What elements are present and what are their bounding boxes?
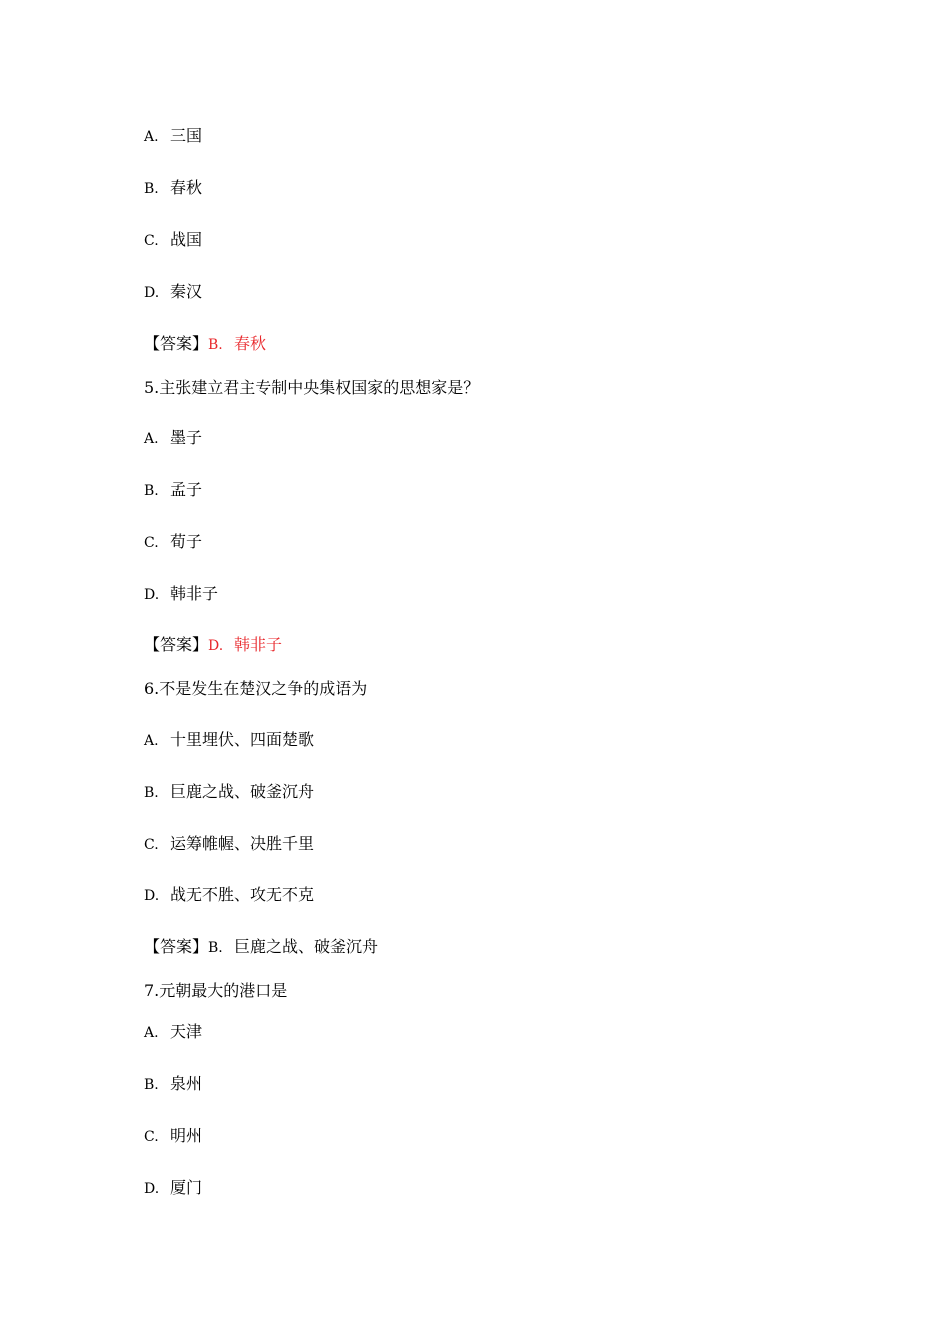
option-letter: A. — [144, 129, 159, 145]
option-text: 秦汉 — [170, 282, 203, 301]
option-b — [144, 782, 314, 803]
question-title: 6.不是发生在楚汉之争的成语为 — [144, 679, 368, 698]
answer-text: 春秋 — [234, 334, 267, 353]
option-letter: B. — [144, 181, 159, 197]
option-d — [144, 1178, 202, 1199]
answer-text: 韩非子 — [234, 635, 283, 654]
option-text: 墨子 — [170, 428, 203, 447]
option-text: 战无不胜、攻无不克 — [170, 885, 315, 904]
option-text: 泉州 — [170, 1074, 203, 1093]
answer-letter: B. — [208, 337, 223, 353]
option-a — [144, 1022, 202, 1043]
option-text: 孟子 — [170, 480, 203, 499]
option-text: 战国 — [170, 230, 203, 249]
question-title: 5.主张建立君主专制中央集权国家的思想家是？ — [144, 378, 480, 397]
option-text: 韩非子 — [170, 584, 219, 603]
option-text: 运筹帷幄、决胜千里 — [170, 834, 315, 853]
option-letter: C. — [144, 535, 159, 551]
option-letter: A. — [144, 431, 159, 447]
option-b — [144, 178, 202, 199]
option-letter: D. — [144, 285, 160, 301]
answer-prefix: 【答案】 — [144, 635, 209, 654]
option-c — [144, 532, 202, 553]
option-text: 巨鹿之战、破釜沉舟 — [170, 782, 315, 801]
option-letter: B. — [144, 483, 159, 499]
option-letter: C. — [144, 837, 159, 853]
option-a — [144, 428, 202, 449]
option-text: 天津 — [170, 1022, 203, 1041]
option-text: 三国 — [170, 126, 203, 145]
answer-letter: B. — [208, 940, 223, 956]
option-letter: D. — [144, 587, 160, 603]
answer-prefix: 【答案】 — [144, 937, 209, 956]
answer-letter: D. — [208, 638, 224, 654]
option-letter: B. — [144, 1077, 159, 1093]
answer-text: 巨鹿之战、破釜沉舟 — [234, 937, 379, 956]
option-d — [144, 282, 202, 303]
option-a — [144, 730, 314, 751]
option-text: 荀子 — [170, 532, 203, 551]
option-d — [144, 584, 218, 605]
option-letter: D. — [144, 888, 160, 904]
option-letter: A. — [144, 733, 159, 749]
option-b — [144, 480, 202, 501]
option-text: 十里埋伏、四面楚歌 — [170, 730, 315, 749]
option-c — [144, 834, 314, 855]
answer-line — [144, 334, 266, 355]
option-letter: D. — [144, 1181, 160, 1197]
answer-line — [144, 635, 282, 656]
option-letter: A. — [144, 1025, 159, 1041]
answer-prefix: 【答案】 — [144, 334, 209, 353]
option-b — [144, 1074, 202, 1095]
option-text: 春秋 — [170, 178, 203, 197]
option-letter: C. — [144, 1129, 159, 1145]
option-text: 明州 — [170, 1126, 203, 1145]
option-d — [144, 885, 314, 906]
option-letter: B. — [144, 785, 159, 801]
option-letter: C. — [144, 233, 159, 249]
question-title: 7.元朝最大的港口是 — [144, 981, 288, 1000]
option-a — [144, 126, 202, 147]
option-c — [144, 230, 202, 251]
option-c — [144, 1126, 202, 1147]
option-text: 厦门 — [170, 1178, 203, 1197]
answer-line — [144, 937, 378, 958]
